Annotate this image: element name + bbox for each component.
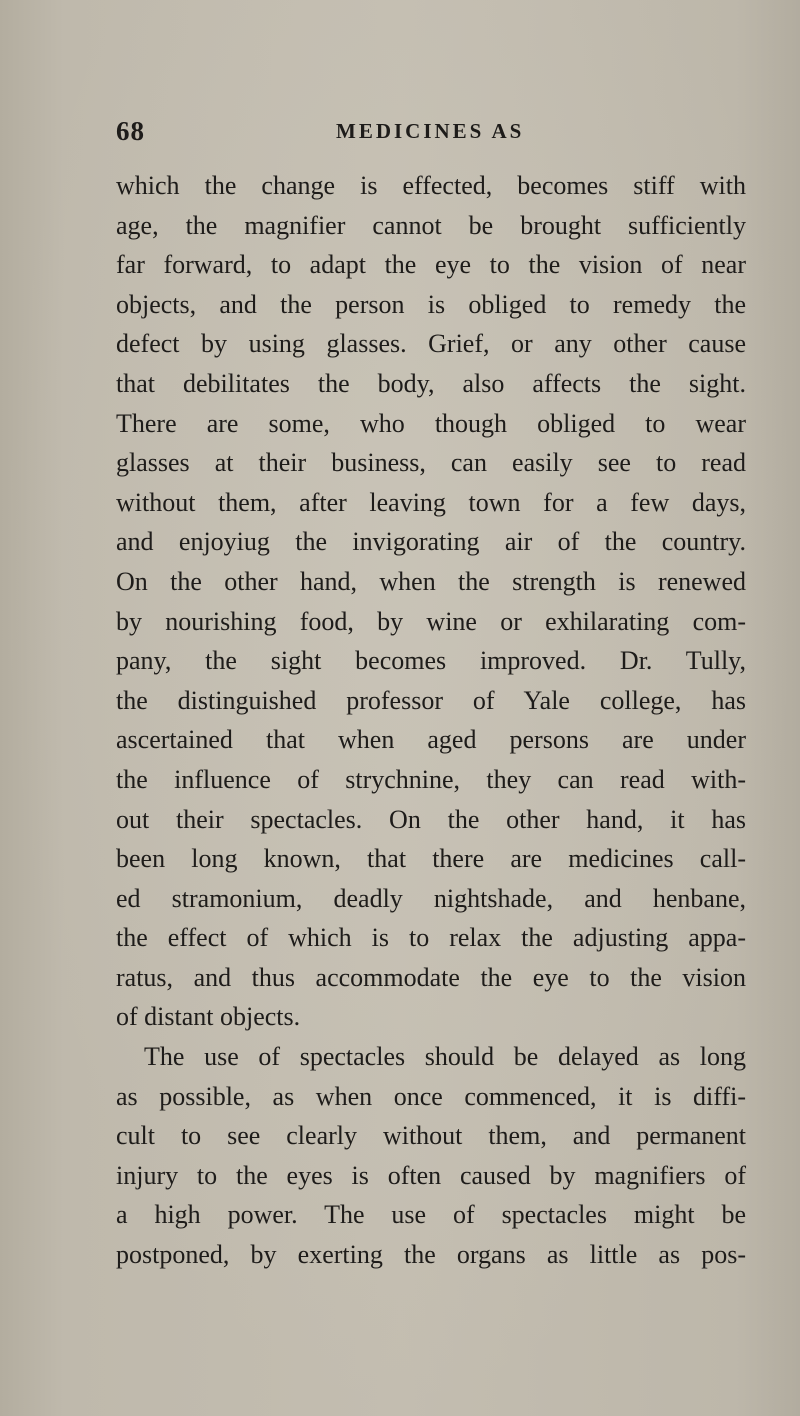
text-line: ascertained that when aged persons are under <box>116 725 746 755</box>
text-line: There are some, who though obliged to wear <box>116 408 746 438</box>
text-line: and enjoyiug the invigorating air of the country. <box>116 527 746 557</box>
text-line: that debilitates the body, also affects the sight. <box>116 368 746 398</box>
text-line: postponed, by exerting the organs as little as pos- <box>116 1240 746 1270</box>
text-line: ratus, and thus accommodate the eye to the vision <box>116 962 746 992</box>
text-line: objects, and the person is obliged to remedy the <box>116 289 746 319</box>
text-line: the distinguished professor of Yale college, has <box>116 685 746 715</box>
text-line: defect by using glasses. Grief, or any other cause <box>116 329 746 359</box>
running-title: MEDICINES AS <box>336 119 525 143</box>
text-line: the influence of strychnine, they can read with- <box>116 764 746 794</box>
text-line: pany, the sight becomes improved. Dr. Tully, <box>116 646 746 676</box>
text-line: far forward, to adapt the eye to the vision of near <box>116 250 746 280</box>
text-line: a high power. The use of spectacles might be <box>116 1200 746 1230</box>
running-head <box>116 116 716 150</box>
text-line: which the change is effected, becomes stiff with <box>116 171 746 200</box>
text-line: On the other hand, when the strength is renewed <box>116 566 746 596</box>
text-line: without them, after leaving town for a few days, <box>116 487 746 517</box>
text-line: ed stramonium, deadly nightshade, and henbane, <box>116 883 746 913</box>
text-line: cult to see clearly without them, and permanent <box>116 1121 746 1151</box>
text-line: glasses at their business, can easily see to read <box>116 448 746 478</box>
page-number: 68 <box>116 116 145 146</box>
text-line: out their spectacles. On the other hand, it has <box>116 804 746 834</box>
text-line: as possible, as when once commenced, it is diffi- <box>116 1081 746 1111</box>
text-line: by nourishing food, by wine or exhilarating com- <box>116 606 746 636</box>
text-line: injury to the eyes is often caused by magnifiers of <box>116 1160 746 1190</box>
text-line: The use of spectacles should be delayed as long <box>144 1042 746 1072</box>
body-text <box>116 166 746 1275</box>
text-line: of distant objects. <box>116 1002 301 1032</box>
text-line: been long known, that there are medicines call- <box>116 844 746 874</box>
text-line: age, the magnifier cannot be brought sufficiently <box>116 210 746 240</box>
text-line: the effect of which is to relax the adjusting appa- <box>116 923 746 953</box>
